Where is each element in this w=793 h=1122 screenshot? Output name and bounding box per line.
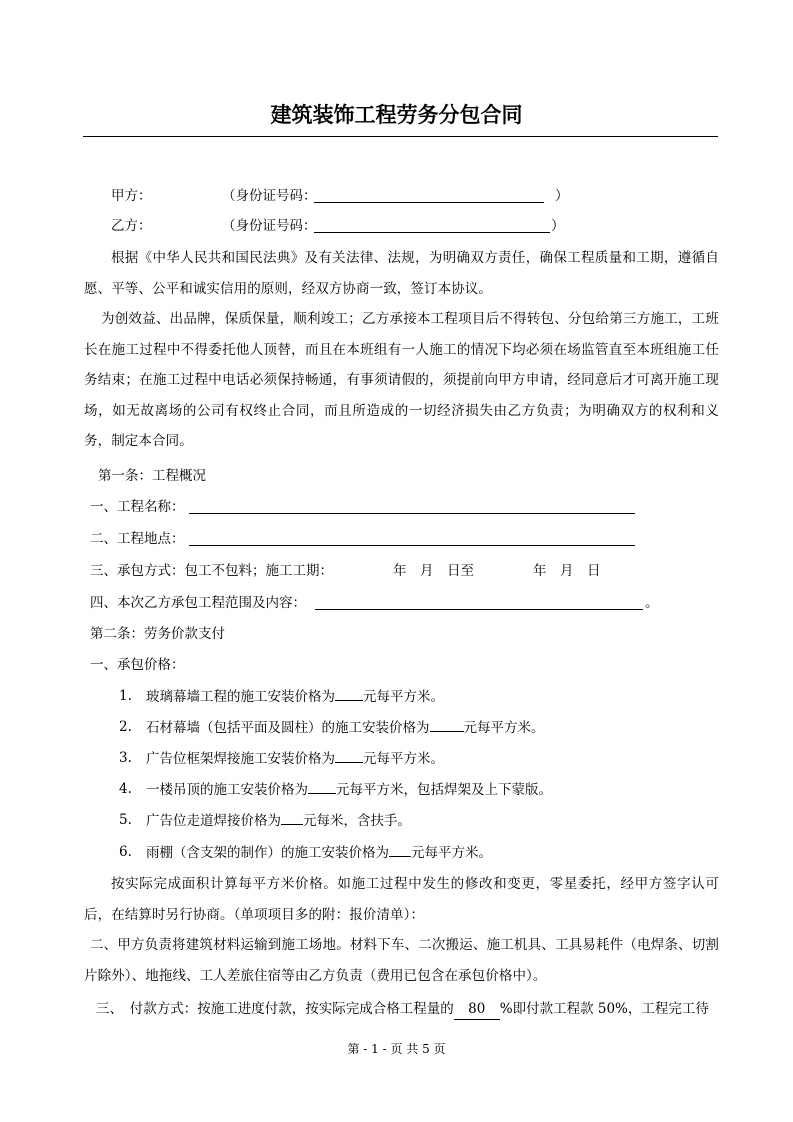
price-item-number: 5. [119, 812, 132, 828]
materials-note: 二、甲方负责将建筑材料运输到施工场地。材料下车、二次搬运、施工机具、工具易耗件（电焊条、切割片除外）、地拖线、工人差旅住宿等由乙方负责（费用已包含在承包价格中）。 [84, 937, 719, 984]
payment-prefix: 三、 付款方式：按施工进度付款，按实际完成合格工程量的 [96, 1001, 454, 1017]
price-item-before: 石材幕墙（包括平面及圆柱）的施工安装价格为 [146, 720, 430, 736]
payment-percent[interactable]: 80 [454, 999, 500, 1020]
price-item-before: 玻璃幕墙工程的施工安装价格为 [146, 689, 335, 705]
scope-field[interactable] [315, 595, 643, 616]
party-b-id-label: （身份证号码： [222, 218, 317, 234]
date-to: 年 月 日 [533, 563, 601, 579]
party-a-id-label: （身份证号码： [222, 188, 317, 204]
party-b-id-close: ） [551, 218, 565, 234]
party-b-id-field[interactable] [314, 218, 550, 239]
scope-end: 。 [645, 595, 659, 611]
article-1-heading: 第一条：工程概况 [98, 468, 206, 484]
price-item-before: 一楼吊顶的施工安装价格为 [146, 782, 308, 798]
price-item-number: 3. [119, 750, 132, 766]
price-item-before: 雨棚（含支架的制作）的施工安装价格为 [146, 845, 389, 861]
price-item-after: 元每平方米，包括焊架及上下蒙版。 [336, 782, 552, 798]
price-item-number: 4. [119, 781, 132, 797]
project-location-label: 二、工程地点： [90, 531, 185, 547]
title-underline [83, 136, 718, 137]
price-item-number: 6. [119, 844, 132, 860]
price-item-number: 2. [119, 719, 132, 735]
intro-paragraph-2: 为创效益、出品牌，保质保量，顺利竣工；乙方承接本工程项目后不得转包、分包给第三方施工，工班长在施工过程中不得委托他人顶替，而且在本班组有一人施工的情况下均必须在场监管直至本班组施工任务结束；在施工过程中电话必须保持畅通，有事须请假的，须提前向甲方申请，经同意后才可离开施工现场，如无故离场的公司有权终止合同，而且所造成的一切经济损失由乙方负责；为明确双方的权利和义务，制定本合同。 [84, 311, 719, 449]
price-item-after: 元每平方米。 [363, 689, 444, 705]
price-item-text [146, 779, 552, 800]
contract-title: 建筑装饰工程劳务分包合同 [270, 103, 523, 127]
price-item-number: 1. [119, 688, 132, 704]
price-item-text [146, 717, 545, 738]
project-location-field[interactable] [189, 531, 635, 552]
price-item-text [146, 842, 492, 863]
contract-mode-text: 三、承包方式：包工不包料；施工工期： [90, 563, 333, 579]
party-a-id-field[interactable] [314, 188, 544, 209]
price-item-after: 元每米，含扶手。 [303, 813, 411, 829]
intro-paragraph-1: 根据《中华人民共和国民法典》及有关法律、法规，为明确双方责任，确保工程质量和工期，遵循自愿、平等、公平和诚实信用的原则，经双方协商一致，签订本协议。 [84, 250, 719, 297]
price-item-text [146, 748, 444, 769]
party-a-id-close: ） [555, 188, 569, 204]
page-footer: 第 - 1 - 页 共 5 页 [347, 1042, 446, 1056]
price-heading: 一、承包价格： [90, 657, 185, 673]
project-name-label: 一、工程名称： [90, 499, 185, 515]
price-item-blank[interactable] [389, 842, 411, 857]
party-b-label: 乙方： [111, 218, 152, 234]
party-a-label: 甲方： [111, 188, 152, 204]
price-item-before: 广告位走道焊接价格为 [146, 813, 281, 829]
price-item-blank[interactable] [281, 810, 303, 825]
payment-text [96, 999, 709, 1020]
payment-suffix: %即付款工程款 50%，工程完工待 [499, 1001, 709, 1017]
price-item-before: 广告位框架焊接施工安装价格为 [146, 751, 335, 767]
price-item-blank[interactable] [335, 748, 363, 763]
date-from: 年 月 日至 [393, 563, 474, 579]
price-item-after: 元每平方米。 [363, 751, 444, 767]
price-item-blank[interactable] [308, 779, 336, 794]
project-name-field[interactable] [189, 499, 635, 520]
price-item-after: 元每平方米。 [463, 720, 545, 736]
price-item-blank[interactable] [430, 717, 464, 732]
scope-label: 四、本次乙方承包工程范围及内容： [90, 595, 306, 611]
price-item-text [146, 810, 411, 831]
article-2-heading: 第二条：劳务价款支付 [90, 626, 225, 642]
calculation-note: 按实际完成面积计算每平方米价格。如施工过程中发生的修改和变更，零星委托，经甲方签字认可后，在结算时另行协商。（单项项目多的附：报价清单）： [84, 876, 719, 923]
price-item-after: 元每平方米。 [411, 845, 492, 861]
price-item-text [146, 686, 444, 707]
price-item-blank[interactable] [335, 686, 363, 701]
